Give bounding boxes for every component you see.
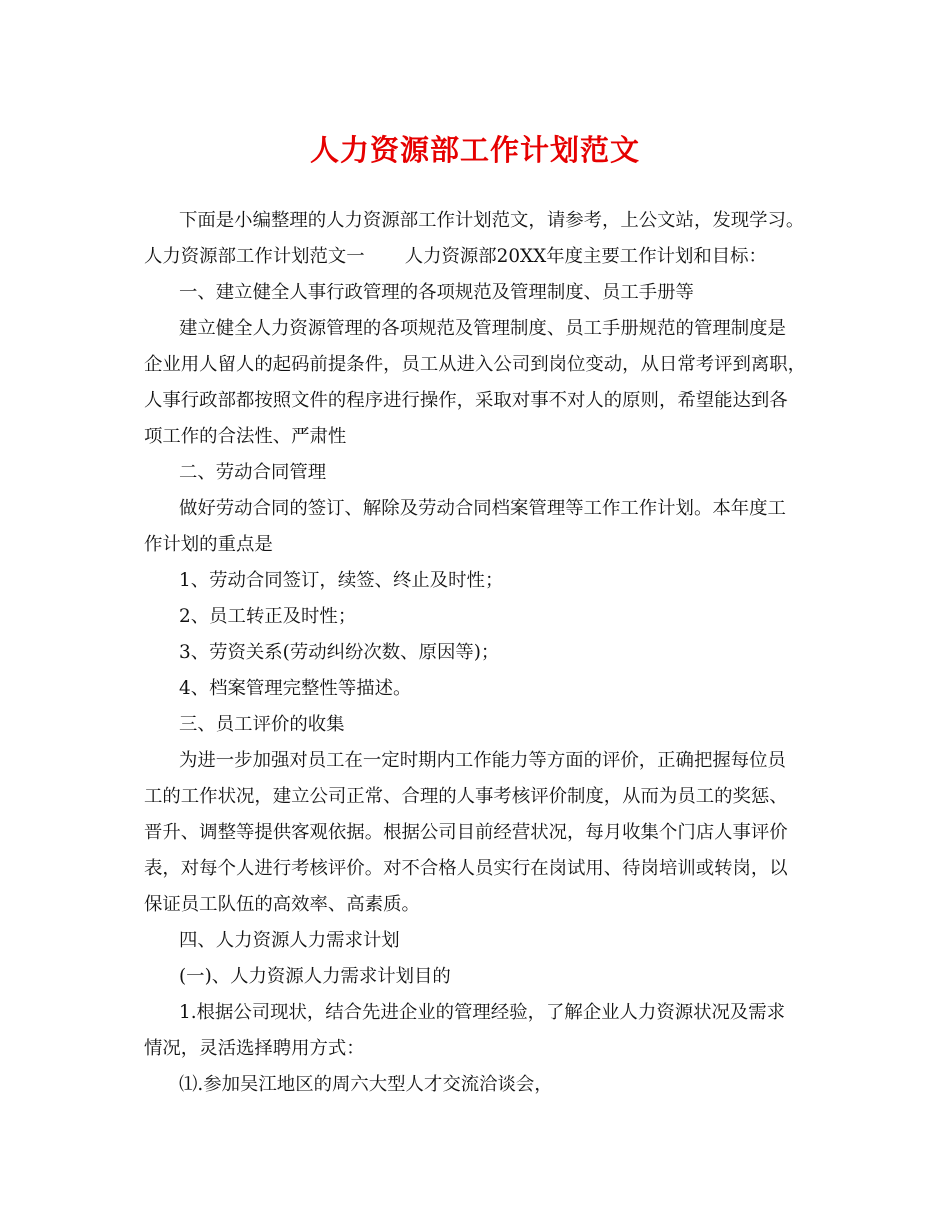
paragraph-line: 1.根据公司现状，结合先进企业的管理经验，了解企业人力资源状况及需求 [179, 1002, 786, 1023]
paragraph-line: 表，对每个人进行考核评价。对不合格人员实行在岗试用、待岗培训或转岗，以 [144, 858, 788, 879]
paragraph-line: 晋升、调整等提供客观依据。根据公司目前经营状况，每月收集个门店人事评价 [144, 822, 788, 843]
paragraph-line: 二、劳动合同管理 [179, 462, 327, 483]
list-item: 1、劳动合同签订，续签、终止及时性； [179, 570, 504, 591]
paragraph-line: 企业用人留人的起码前提条件，员工从进入公司到岗位变动，从日常考评到离职， [144, 354, 807, 375]
section-heading-left: 人力资源部工作计划范文一 [144, 246, 365, 267]
paragraph-line: 三、员工评价的收集 [179, 714, 345, 735]
paragraph-line: 情况，灵活选择聘用方式： [144, 1038, 365, 1059]
section-heading-right: 人力资源部20XX年度主要工作计划和目标： [404, 246, 767, 267]
paragraph-line: 人事行政部都按照文件的程序进行操作，采取对事不对人的原则，希望能达到各 [144, 390, 788, 411]
paragraph-line: 工的工作状况，建立公司正常、合理的人事考核评价制度，从而为员工的奖惩、 [144, 786, 788, 807]
paragraph-line: 四、人力资源人力需求计划 [179, 930, 400, 951]
list-item: ⑴.参加吴江地区的周六大型人才交流洽谈会， [179, 1074, 553, 1095]
list-item: 2、员工转正及时性； [179, 606, 357, 627]
paragraph-line: 一、建立健全人事行政管理的各项规范及管理制度、员工手册等 [179, 282, 694, 303]
paragraph-line: 作计划的重点是 [144, 534, 273, 555]
list-item: 3、劳资关系(劳动纠纷次数、原因等)； [179, 642, 500, 663]
paragraph-line: 做好劳动合同的签订、解除及劳动合同档案管理等工作工作计划。本年度工 [179, 498, 786, 519]
paragraph-line: 建立健全人力资源管理的各项规范及管理制度、员工手册规范的管理制度是 [179, 318, 786, 339]
paragraph-line: 保证员工队伍的高效率、高素质。 [144, 894, 420, 915]
paragraph-line: 项工作的合法性、严肃性 [144, 426, 347, 447]
document-title: 人力资源部工作计划范文 [309, 133, 640, 167]
paragraph-line: (一)、人力资源人力需求计划目的 [179, 966, 451, 987]
paragraph-line [144, 244, 824, 270]
paragraph-line: 下面是小编整理的人力资源部工作计划范文，请参考，上公文站，发现学习。 [179, 210, 805, 231]
paragraph-line: 为进一步加强对员工在一定时期内工作能力等方面的评价，正确把握每位员 [179, 750, 786, 771]
list-item: 4、档案管理完整性等描述。 [179, 678, 412, 699]
